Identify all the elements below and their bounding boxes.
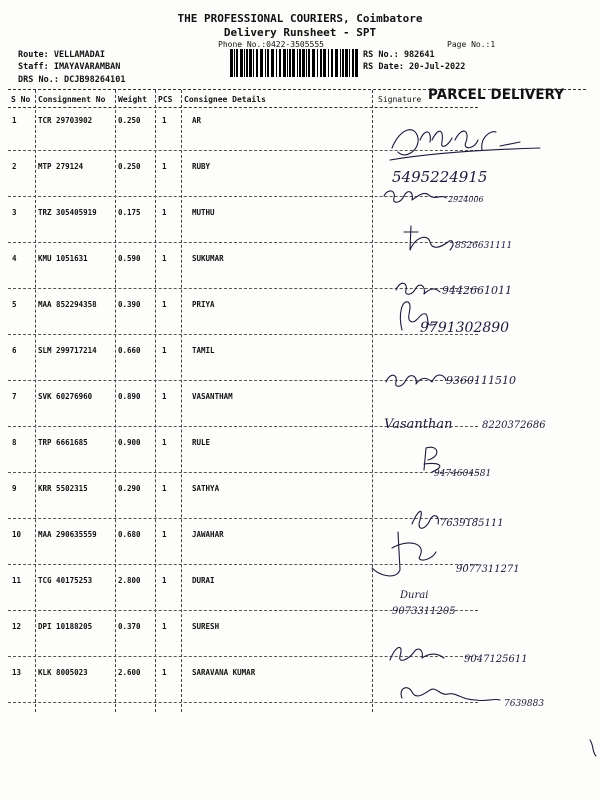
row-consignee: SURESH: [192, 622, 220, 631]
row-pcs: 1: [162, 530, 167, 539]
handwritten-name: Durai: [400, 590, 429, 601]
row-consignment-no: MTP 279124: [38, 162, 84, 171]
row-consignment-no: MAA 290635559: [38, 530, 97, 539]
row-consignee: RUBY: [192, 162, 211, 171]
page-edge-mark: [590, 740, 596, 756]
handwritten-phone: 5495224915: [392, 168, 488, 186]
row-consignee: AR: [192, 116, 202, 125]
signature-underline: [390, 148, 540, 160]
handwritten-phone: 8220372686: [482, 420, 546, 431]
col-sno-header: S No: [11, 95, 31, 104]
phone-number: Phone No.:0422-3505555: [218, 40, 324, 49]
signature-mark: [384, 191, 446, 202]
staff-label: Staff: IMAYAVARAMBAN: [18, 62, 121, 72]
signature-mark: [372, 532, 436, 576]
row-sno: 1: [12, 116, 17, 125]
row-consignee: RULE: [192, 438, 211, 447]
route-label: Route: VELLAMADAI: [18, 50, 105, 60]
row-sno: 8: [12, 438, 17, 447]
row-consignment-no: TRZ 305405919: [38, 208, 97, 217]
row-consignment-no: SLM 299717214: [38, 346, 97, 355]
col-weight-header: Weight: [118, 95, 147, 104]
col-signature-header: Signature: [378, 95, 422, 104]
drs-number: DRS No.: DCJB98264101: [18, 75, 126, 85]
row-weight: 2.600: [118, 668, 141, 677]
handwritten-phone: 9360111510: [446, 374, 516, 387]
row-consignment-no: TCR 29703902: [38, 116, 93, 125]
row-pcs: 1: [162, 254, 167, 263]
handwritten-phone: 7639185111: [440, 518, 504, 529]
handwritten-phone: 9047125611: [464, 654, 528, 665]
row-sno: 10: [12, 530, 22, 539]
rs-date: RS Date: 20-Jul-2022: [363, 62, 466, 72]
row-pcs: 1: [162, 346, 167, 355]
row-sno: 6: [12, 346, 17, 355]
col-consignee-header: Consignee Details: [184, 95, 266, 104]
row-consignee: TAMIL: [192, 346, 215, 355]
row-sno: 12: [12, 622, 22, 631]
handwritten-phone: 9077311271: [456, 564, 520, 575]
row-weight: 0.900: [118, 438, 141, 447]
row-consignment-no: KMU 1051631: [38, 254, 88, 263]
row-consignment-no: TCG 40175253: [38, 576, 93, 585]
row-sno: 9: [12, 484, 17, 493]
row-weight: 0.590: [118, 254, 141, 263]
row-consignment-no: KLK 8005023: [38, 668, 88, 677]
row-weight: 0.660: [118, 346, 141, 355]
row-sno: 5: [12, 300, 17, 309]
rs-number: RS No.: 982641: [363, 50, 435, 60]
row-consignment-no: DPI 10188205: [38, 622, 93, 631]
handwritten-phone: 9474604581: [434, 469, 492, 479]
row-pcs: 1: [162, 392, 167, 401]
row-sno: 7: [12, 392, 17, 401]
row-weight: 0.890: [118, 392, 141, 401]
handwritten-name: Vasanthan: [384, 417, 453, 432]
handwritten-phone: 9073311205: [392, 606, 456, 617]
row-sno: 3: [12, 208, 17, 217]
row-pcs: 1: [162, 668, 167, 677]
handwritten-phone: 7639883: [504, 699, 545, 709]
row-sno: 2: [12, 162, 17, 171]
row-pcs: 1: [162, 208, 167, 217]
row-weight: 2.800: [118, 576, 141, 585]
row-consignee: PRIYA: [192, 300, 215, 309]
signature-mark: [412, 511, 438, 528]
row-consignment-no: TRP 6661685: [38, 438, 88, 447]
row-consignee: JAWAHAR: [192, 530, 224, 539]
row-consignment-no: MAA 852294358: [38, 300, 97, 309]
row-weight: 0.250: [118, 116, 141, 125]
handwritten-tamil-note: 2924006: [448, 195, 484, 204]
row-pcs: 1: [162, 622, 167, 631]
signature-mark: [390, 647, 444, 660]
runsheet-title: Delivery Runsheet - SPT: [223, 26, 377, 39]
row-pcs: 1: [162, 484, 167, 493]
handwritten-phone: 9791302890: [420, 320, 510, 336]
signature-mark: [401, 688, 500, 701]
parcel-delivery-stamp: PARCEL DELIVERY: [428, 87, 565, 103]
company-title: THE PROFESSIONAL COURIERS, Coimbatore: [177, 12, 423, 25]
row-consignee: SARAVANA KUMAR: [192, 668, 256, 677]
row-sno: 4: [12, 254, 17, 263]
row-consignee: DURAI: [192, 576, 215, 585]
row-consignment-no: SVK 60276960: [38, 392, 93, 401]
row-consignee: SATHYA: [192, 484, 220, 493]
page-number: Page No.:1: [447, 40, 496, 49]
row-pcs: 1: [162, 576, 167, 585]
row-consignment-no: KRR 5502315: [38, 484, 88, 493]
row-weight: 0.175: [118, 208, 141, 217]
row-consignee: MUTHU: [192, 208, 215, 217]
row-pcs: 1: [162, 300, 167, 309]
handwritten-phone: 9442661011: [442, 284, 512, 297]
row-weight: 0.370: [118, 622, 141, 631]
row-pcs: 1: [162, 438, 167, 447]
col-consignment-header: Consignment No: [38, 95, 106, 104]
signature-mark: [392, 130, 520, 155]
signature-mark: [404, 226, 453, 250]
handwritten-phone: 8526631111: [455, 241, 513, 251]
row-weight: 0.390: [118, 300, 141, 309]
row-pcs: 1: [162, 162, 167, 171]
row-weight: 0.250: [118, 162, 141, 171]
signature-mark: [396, 283, 440, 294]
signature-mark: [386, 375, 446, 386]
row-consignee: SUKUMAR: [192, 254, 224, 263]
row-sno: 13: [12, 668, 22, 677]
row-sno: 11: [12, 576, 22, 585]
row-consignee: VASANTHAM: [192, 392, 233, 401]
row-pcs: 1: [162, 116, 167, 125]
col-pcs-header: PCS: [158, 95, 173, 104]
row-weight: 0.680: [118, 530, 141, 539]
row-weight: 0.290: [118, 484, 141, 493]
